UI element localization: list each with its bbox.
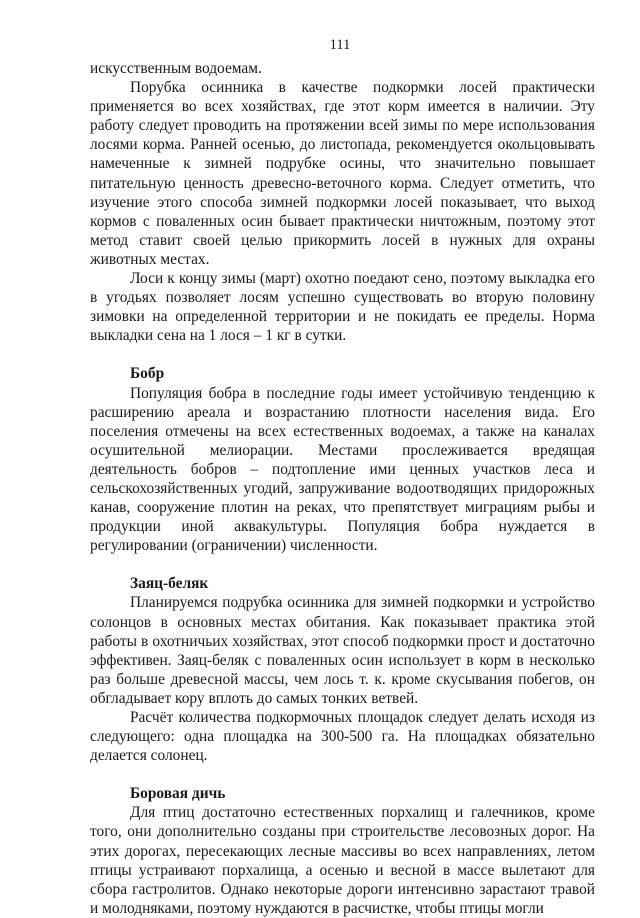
section-gap — [90, 555, 595, 574]
hare-paragraph-2: Расчёт количества подкормочных площадок следует делать исходя из следующего: одна площадка на 300-500 га. На площадках обязательно делается солонец. — [90, 709, 595, 765]
beaver-paragraph-1: Популяция бобра в последние годы имеет устойчивую тенденцию к расширению ареала и возрастанию плотности населения вида. Его поселения отмечены на всех естественных водоемах, а также на каналах осушительной мелиорации. Местами прослеживается вредящая деятельность бобров – подтопление ими ценных участков леса и сельскохозяйственных угодий, запруживание водоотводящих придорожных канав, сооружение плотин на реках, что препятствует миграциям рыбы и продукции иной аквакультуры. Популяция бобра нуждается в регулировании (ограничении) численности. — [90, 384, 595, 555]
section-gap — [90, 765, 595, 784]
moose-paragraph-1: Порубка осинника в качестве подкормки лосей практически применяется во всех хозяйствах, где этот корм имеется в наличии. Эту работу следует проводить на протяжении всей зимы по мере использования лосями корма. Ранней осенью, до листопада, рекомендуется окольцовывать намеченные к зимней подрубке осины, что значительно повышает питательную ценность древесно-веточного корма. Следует отметить, что изучение этого способа зимней подкормки лосей показывает, что выход кормов с поваленных осин бывает практически ничтожным, поэтому этот метод ставит своей целью прикормить лосей в нужных для охраны животных местах. — [90, 79, 595, 268]
section-heading-beaver: Бобр — [130, 365, 165, 383]
hare-paragraph-1: Планируемся подрубка осинника для зимней подкормки и устройство солонцов в основных местах обитания. Как показывает практика этой работы в охотничьих хозяйствах, этот способ подкормки прост и достаточно эффективен. Заяц-беляк с поваленных осин использует в корм в несколько раз больше древесной массы, чем лось т. к. кроме скусывания побегов, он обгладывает кору вплоть до самых тонких ветвей. — [90, 594, 595, 707]
page-content — [90, 59, 595, 918]
moose-paragraph-2: Лоси к концу зимы (март) охотно поедают сено, поэтому выкладка его в угодьях позволяет лосям успешно существовать во вторую половину зимовки на определенной территории и не покидать ее пределы. Норма выкладки сена на 1 лося – 1 кг в сутки. — [90, 270, 595, 345]
section-gap — [90, 345, 595, 364]
page-number: 111 — [329, 37, 351, 53]
intro-line: искусственным водоемам. — [90, 60, 262, 77]
section-heading-hare: Заяц-беляк — [130, 575, 209, 593]
section-heading-grouse: Боровая дичь — [130, 785, 226, 803]
grouse-paragraph-1: Для птиц достаточно естественных порхалищ и галечников, кроме того, они дополнительно созданы при строительстве лесовозных дорог. На этих дорогах, пересекающих лесные массивы во всех направлениях, летом птицы устраивают порхалища, а осенью и весной в массе вылетают для сбора гастролитов. Однако некоторые дороги интенсивно зарастают травой и молодняками, поэтому нуждаются в расчистке, чтобы птицы могли — [90, 804, 595, 917]
